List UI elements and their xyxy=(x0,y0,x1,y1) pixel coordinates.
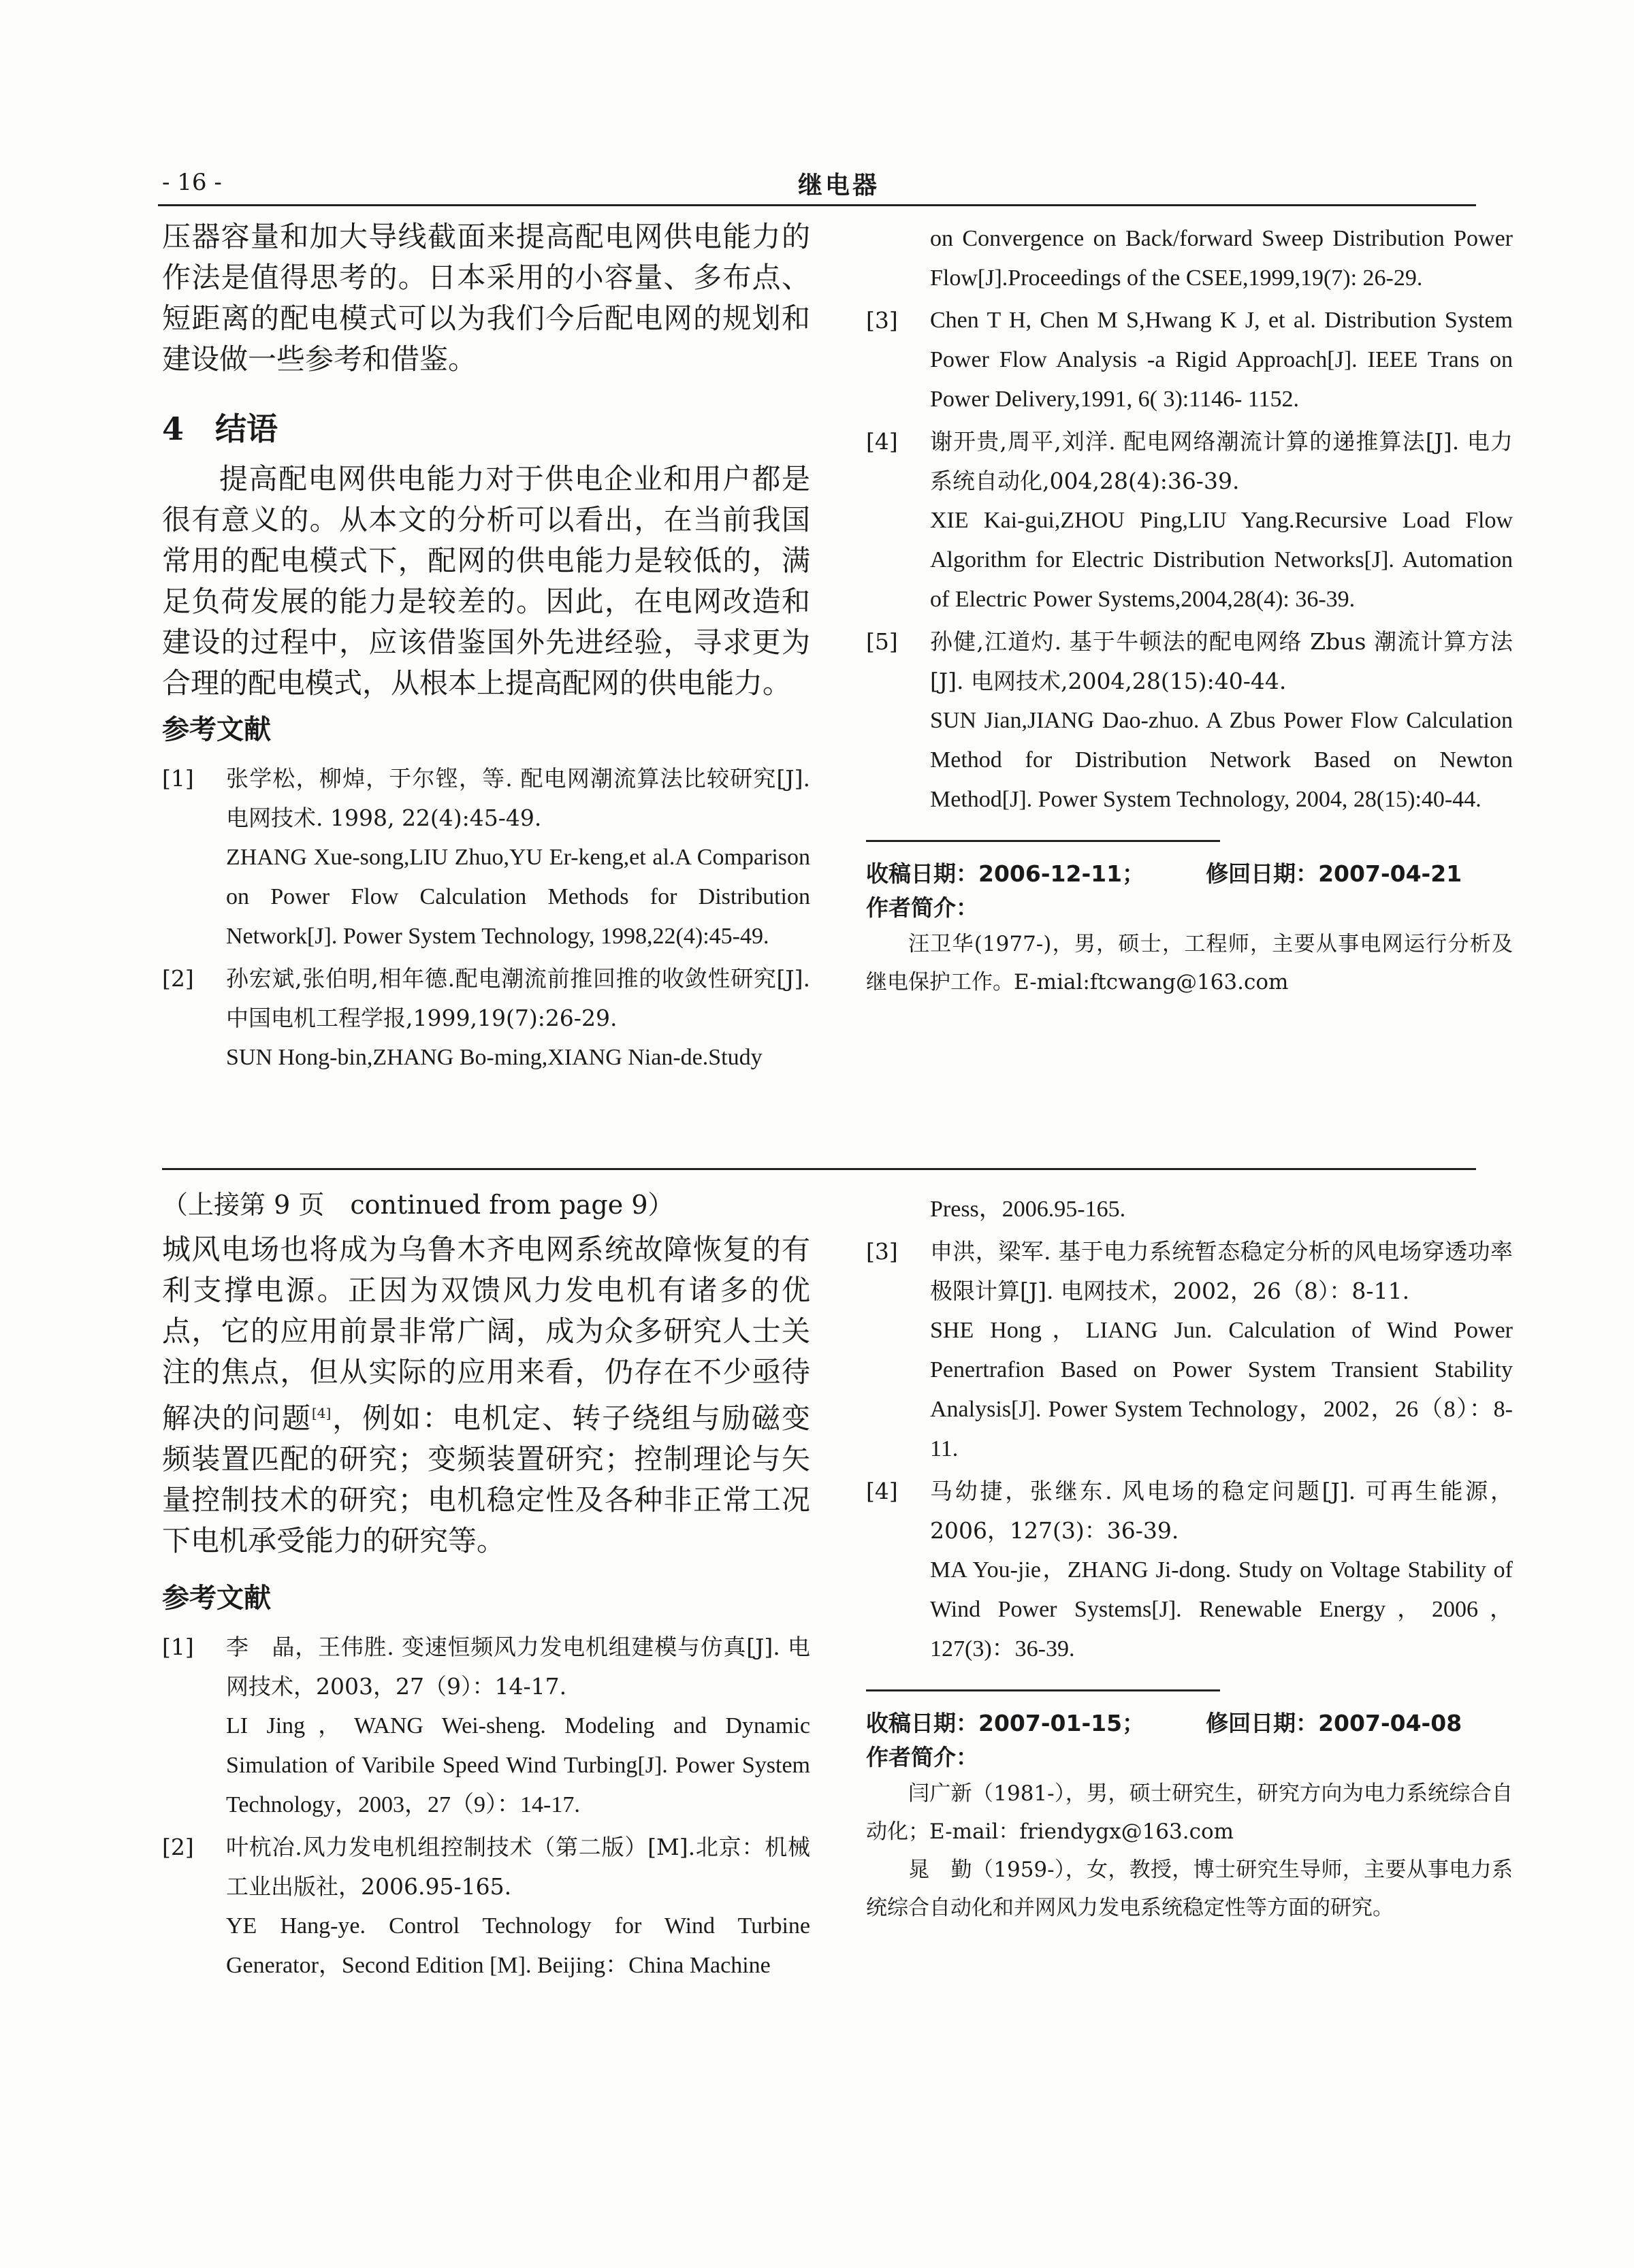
top-left-column xyxy=(162,216,810,1080)
reference-continuation: on Convergence on Back/forward Sweep Distribution Power Flow[J].Proceedings of the CSEE,1999,19(7): 26-29. xyxy=(930,226,1513,291)
bottom-right-column xyxy=(866,1190,1513,1927)
footnote-rule xyxy=(866,840,1220,842)
submission-dates xyxy=(866,857,1513,891)
reference-item: [2] 叶杭冶.风力发电机组控制技术（第二版）[M].北京：机械工业出版社，2006.95-165. YE Hang-ye. Control Technology for Wind Turbine Generator，Second Edition [M]. Beijing：China Machine xyxy=(162,1834,810,1978)
submission-dates xyxy=(866,1706,1513,1740)
reference-item: [1] 张学松，柳焯，于尔铿，等. 配电网潮流算法比较研究[J]. 电网技术. 1998, 22(4):45-49. ZHANG Xue-song,LIU Zhuo,YU Er-keng,et al.A Comparison on Power Flow Calculation Methods for Distribution Network[J]. Power System Technology, 1998,22(4):45-49. xyxy=(162,765,810,949)
conclusion-paragraph: 提高配电网供电能力对于供电企业和用户都是很有意义的。从本文的分析可以看出，在当前我国常用的配电模式下，配网的供电能力是较低的，满足负荷发展的能力是较差的。因此，在电网改造和建设的过程中，应该借鉴国外先进经验，寻求更为合理的配电模式，从根本上提高配网的供电能力。 xyxy=(162,462,810,700)
received-date: 收稿日期：2006-12-11； xyxy=(866,860,1145,887)
reference-item: [1] 李 晶，王伟胜. 变速恒频风力发电机组建模与仿真[J]. 电网技术，2003，27（9）：14-17. LI Jing，WANG Wei-sheng. Modeling and Dynamic Simulation of Varibile Speed Wind Turbing[J]. Power System Technology，2003，27（9）：14-17. xyxy=(162,1634,810,1817)
revised-date: 修回日期：2007-04-08 xyxy=(1206,1710,1462,1736)
references-heading: 参考文献 xyxy=(162,1582,271,1614)
revised-date: 修回日期：2007-04-21 xyxy=(1206,860,1462,887)
received-date: 收稿日期：2007-01-15； xyxy=(866,1710,1145,1736)
reference-item: [2] 孙宏斌,张伯明,相年德.配电潮流前推回推的收敛性研究[J].中国电机工程学报,1999,19(7):26-29. SUN Hong-bin,ZHANG Bo-ming,XIANG Nian-de.Study xyxy=(162,965,810,1070)
reference-item: [5] 孙健,江道灼. 基于牛顿法的配电网络 Zbus 潮流计算方法[J]. 电网技术,2004,28(15):40-44. SUN Jian,JIANG Dao-zhuo. A Zbus Power Flow Calculation Method for Distribution Network Based on Newton Method[J]. Power System Technology, 2004, 28(15):40-44. xyxy=(866,628,1513,812)
reference-item: [4] 谢开贵,周平,刘洋. 配电网络潮流计算的递推算法[J]. 电力系统自动化,004,28(4):36-39. XIE Kai-gui,ZHOU Ping,LIU Yang.Recursive Load Flow Algorithm for Electric Distribution Networks[J]. Automation of Electric Power Systems,2004,28(4): 36-39. xyxy=(866,428,1513,612)
reference-item: [4] 马幼捷，张继东. 风电场的稳定问题[J]. 可再生能源，2006，127(3)：36-39. MA You-jie，ZHANG Ji-dong. Study on Voltage Stability of Wind Power Systems[J]. Renewable Energy，2006，127(3)：36-39. xyxy=(866,1478,1513,1662)
footnote-rule xyxy=(866,1689,1220,1691)
references-heading: 参考文献 xyxy=(162,713,271,745)
paragraph-continuation: 压器容量和加大导线截面来提高配电网供电能力的作法是值得思考的。日本采用的小容量、多布点、短距离的配电模式可以为我们今后配电网的规划和建设做一些参考和借鉴。 xyxy=(162,220,810,376)
author-note: 闫广新（1981-），男，硕士研究生，研究方向为电力系统综合自动化；E-mail：friendygx@163.com xyxy=(866,1781,1513,1844)
author-heading: 作者简介： xyxy=(866,1744,978,1770)
page-number: - 16 - xyxy=(162,169,222,196)
citation-mark: [4] xyxy=(311,1405,332,1421)
journal-name: 继电器 xyxy=(798,171,880,199)
body-paragraph: 城风电场也将成为乌鲁木齐电网系统故障恢复的有利支撑电源。正因为双馈风力发电机有诸多的优点，它的应用前景非常广阔，成为众多研究人士关注的焦点，但从实际的应用来看，仍存在不少亟待解决的问题[4]，例如：电机定、转子绕组与励磁变频装置匹配的研究；变频装置研究；控制理论与矢量控制技术的研究；电机稳定性及各种非正常工况下电机承受能力的研究等。 xyxy=(162,1233,810,1557)
reference-item: [3] Chen T H, Chen M S,Hwang K J, et al. Distribution System Power Flow Analysis -a Rigid Approach[J]. IEEE Trans on Power Delivery,1991, 6( 3):1146- 1152. xyxy=(866,307,1513,412)
author-note: 汪卫华(1977-)，男，硕士，工程师，主要从事电网运行分析及继电保护工作。E-mial:ftcwang@163.com xyxy=(866,932,1513,994)
bottom-left-column xyxy=(162,1184,810,1988)
continued-note: （上接第 9 页 continued from page 9） xyxy=(162,1190,674,1220)
reference-item: [3] 申洪，梁军. 基于电力系统暂态稳定分析的风电场穿透功率极限计算[J]. 电网技术，2002，26（8）：8-11. SHE Hong，LIANG Jun. Calculation of Wind Power Penertrafion Based on Power System Transient Stability Analysis[J]. Power System Technology，2002，26（8）：8-11. xyxy=(866,1238,1513,1461)
header-rule xyxy=(158,204,1476,206)
section-title: 4 结语 xyxy=(162,410,278,447)
reference-continuation: Press，2006.95-165. xyxy=(930,1197,1126,1222)
top-right-column xyxy=(866,219,1513,1001)
article-divider-rule xyxy=(162,1168,1476,1170)
author-note: 晁 勤（1959-），女，教授，博士研究生导师，主要从事电力系统综合自动化和并网风力发电系统稳定性等方面的研究。 xyxy=(866,1858,1513,1920)
author-heading: 作者简介： xyxy=(866,894,978,921)
